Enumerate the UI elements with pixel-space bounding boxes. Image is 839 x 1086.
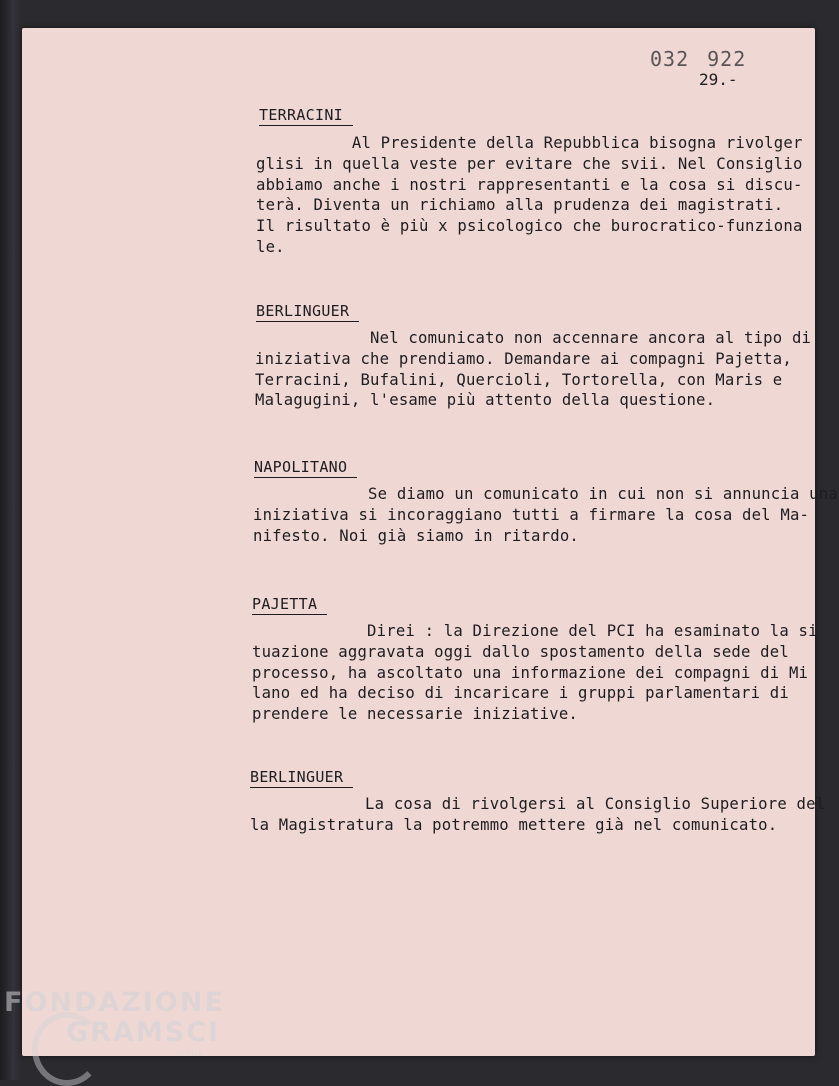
text-line: abbiamo anche i nostri rappresentanti e la cosa si discu- bbox=[256, 175, 803, 194]
text-line: Malagugini, l'esame più attento della questione. bbox=[255, 391, 716, 410]
speaker-name: BERLINGUER bbox=[256, 302, 359, 322]
speaker-name: NAPOLITANO bbox=[254, 458, 357, 478]
speaker-heading bbox=[256, 302, 359, 322]
speech-paragraph bbox=[253, 484, 838, 546]
watermark-suffix: onlus bbox=[176, 1048, 203, 1059]
speaker-heading bbox=[252, 595, 327, 615]
speaker-name: BERLINGUER bbox=[250, 768, 353, 788]
archive-number bbox=[650, 47, 764, 71]
archive-number-left: 032 bbox=[650, 47, 690, 71]
text-line: la Magistratura la potremmo mettere già nel comunicato. bbox=[250, 815, 778, 834]
speaker-heading bbox=[250, 768, 353, 788]
text-line: iniziativa si incoraggiano tutti a firmare la cosa del Ma- bbox=[253, 505, 810, 524]
text-line: iniziativa che prendiamo. Demandare ai compagni Pajetta, bbox=[255, 349, 792, 368]
text-line: Se diamo un comunicato in cui non si annuncia una bbox=[253, 485, 838, 503]
text-line: Nel comunicato non accennare ancora al tipo di bbox=[255, 329, 812, 347]
text-line: Il risultato è più x psicologico che burocratico-funziona bbox=[256, 217, 803, 236]
text-line: nifesto. Noi già siamo in ritardo. bbox=[253, 526, 579, 545]
text-line: le. bbox=[256, 237, 285, 256]
speaker-heading bbox=[259, 106, 353, 126]
speaker-name: PAJETTA bbox=[252, 595, 327, 615]
text-line: La cosa di rivolgersi al Consiglio Superiore del bbox=[250, 795, 826, 813]
speech-paragraph bbox=[250, 794, 825, 836]
speaker-name: TERRACINI bbox=[259, 106, 353, 126]
speech-paragraph bbox=[255, 328, 811, 411]
fondazione-gramsci-watermark bbox=[4, 987, 225, 1059]
page-number: 29.- bbox=[699, 70, 738, 89]
text-line: glisi in quella veste per evitare che svii. Nel Consiglio bbox=[256, 154, 803, 173]
text-line: terà. Diventa un richiamo alla prudenza dei magistrati. bbox=[256, 196, 784, 215]
text-line: Al Presidente della Repubblica bisogna rivolger bbox=[256, 134, 803, 152]
speech-paragraph bbox=[252, 621, 818, 725]
archive-number-right: 922 bbox=[707, 47, 747, 71]
text-line: lano ed ha deciso di incaricare i gruppi parlamentari di bbox=[252, 684, 789, 703]
text-line: tuazione aggravata oggi dallo spostamento della sede del bbox=[252, 642, 789, 661]
speech-paragraph bbox=[256, 133, 803, 258]
text-line: Direi : la Direzione del PCI ha esaminato la si bbox=[252, 622, 818, 640]
text-line: Terracini, Bufalini, Quercioli, Tortorella, con Maris e bbox=[255, 370, 783, 389]
binding-edge bbox=[0, 0, 22, 1080]
text-line: processo, ha ascoltato una informazione dei compagni di Mi bbox=[252, 663, 809, 682]
watermark-line-2: GRAMSCI bbox=[66, 1017, 221, 1048]
text-line: prendere le necessarie iniziative. bbox=[252, 705, 578, 724]
speaker-heading bbox=[254, 458, 357, 478]
watermark-line-1: FONDAZIONE bbox=[4, 987, 225, 1018]
